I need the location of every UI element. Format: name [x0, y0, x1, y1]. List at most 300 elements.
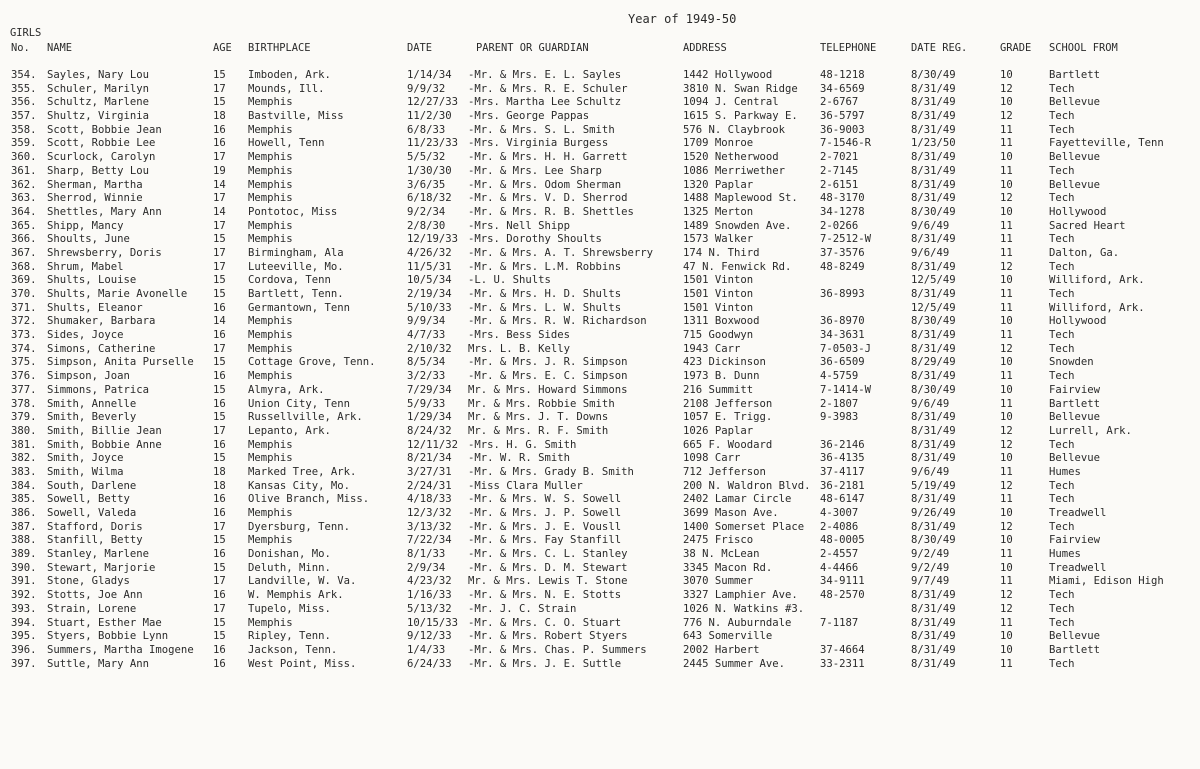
header-grade: GRADE: [1000, 42, 1032, 54]
cell-no: 373.: [11, 329, 37, 342]
cell-date-reg: 8/31/49: [911, 178, 956, 191]
cell-date-reg: 8/31/49: [911, 630, 956, 643]
cell-address: 3070 Summer: [683, 575, 754, 588]
cell-name: Shettles, Mary Ann: [47, 205, 162, 218]
table-row: [0, 630, 1200, 644]
cell-name: Shipp, Mancy: [47, 219, 124, 232]
cell-birthplace: Memphis: [248, 219, 293, 232]
cell-no: 387.: [11, 520, 37, 533]
cell-address: 1501 Vinton: [683, 301, 754, 314]
cell-date: 2/8/30: [407, 219, 446, 232]
cell-name: Scott, Bobbie Jean: [47, 123, 162, 136]
cell-age: 16: [213, 507, 226, 519]
cell-grade: 11: [1000, 657, 1013, 670]
cell-grade: 11: [1000, 575, 1013, 588]
cell-no: 365.: [11, 219, 37, 232]
cell-telephone: 36-6509: [820, 356, 865, 369]
cell-parent: -Mrs. Virginia Burgess: [468, 137, 609, 150]
cell-age: 15: [213, 356, 226, 369]
cell-name: Summers, Martha Imogene: [47, 643, 194, 656]
cell-grade: 10: [1000, 452, 1013, 465]
cell-address: 2402 Lamar Circle: [683, 493, 792, 506]
cell-parent: -Mr. & Mrs. C. O. Stuart: [468, 616, 622, 629]
cell-grade: 10: [1000, 507, 1013, 519]
cell-name: Smith, Bobbie Anne: [47, 438, 162, 451]
cell-date-reg: 8/31/49: [911, 82, 956, 95]
header-date: DATE: [407, 42, 433, 54]
cell-date-reg: 9/6/49: [911, 219, 950, 232]
cell-school-from: Tech: [1049, 370, 1075, 383]
cell-name: Shrum, Mabel: [47, 260, 124, 273]
cell-grade: 11: [1000, 397, 1013, 410]
cell-birthplace: Memphis: [248, 96, 293, 109]
cell-parent: -Mr. & Mrs. J. E. Suttle: [468, 657, 622, 670]
cell-telephone: 34-1278: [820, 205, 865, 218]
cell-no: 384.: [11, 479, 37, 492]
cell-school-from: Fairview: [1049, 534, 1101, 547]
cell-parent: -Miss Clara Muller: [468, 479, 583, 492]
cell-grade: 12: [1000, 192, 1013, 205]
cell-parent: -Mr. & Mrs. Odom Sherman: [468, 178, 622, 191]
cell-age: 18: [213, 110, 226, 123]
cell-date-reg: 8/31/49: [911, 452, 956, 465]
cell-address: 1520 Netherwood: [683, 151, 779, 164]
cell-parent: Mr. & Mrs. R. F. Smith: [468, 424, 609, 437]
cell-date: 11/2/30: [407, 110, 452, 123]
cell-address: 2445 Summer Ave.: [683, 657, 786, 670]
header-address: ADDRESS: [683, 42, 727, 54]
table-row: [0, 302, 1200, 316]
cell-parent: -Mrs. Dorothy Shoults: [468, 233, 602, 246]
cell-date: 6/18/32: [407, 192, 452, 205]
cell-address: 1501 Vinton: [683, 274, 754, 287]
cell-address: 1489 Snowden Ave.: [683, 219, 792, 232]
cell-date: 10/15/33: [407, 616, 459, 629]
cell-no: 359.: [11, 137, 37, 150]
cell-telephone: 2-4557: [820, 548, 859, 561]
cell-birthplace: Almyra, Ark.: [248, 383, 325, 396]
cell-date-reg: 8/31/49: [911, 424, 956, 437]
cell-school-from: Tech: [1049, 260, 1075, 273]
cell-age: 16: [213, 370, 226, 383]
cell-date-reg: 1/23/50: [911, 137, 956, 150]
cell-name: Stuart, Esther Mae: [47, 616, 162, 629]
cell-parent: -Mr. & Mrs. E. C. Simpson: [468, 370, 628, 383]
cell-school-from: Williford, Ark.: [1049, 301, 1145, 314]
cell-birthplace: Memphis: [248, 507, 293, 519]
cell-date: 4/7/33: [407, 329, 446, 342]
cell-no: 362.: [11, 178, 37, 191]
cell-grade: 12: [1000, 342, 1013, 355]
cell-date-reg: 9/26/49: [911, 507, 956, 519]
cell-birthplace: Memphis: [248, 233, 293, 246]
cell-date: 8/5/34: [407, 356, 446, 369]
cell-age: 17: [213, 520, 226, 533]
cell-no: 392.: [11, 589, 37, 602]
cell-no: 386.: [11, 507, 37, 519]
cell-birthplace: Deluth, Minn.: [248, 561, 331, 574]
header-school-from: SCHOOL FROM: [1049, 42, 1118, 54]
cell-school-from: Sacred Heart: [1049, 219, 1126, 232]
cell-address: 2108 Jefferson: [683, 397, 773, 410]
table-row: [0, 343, 1200, 357]
cell-no: 388.: [11, 534, 37, 547]
cell-birthplace: Dyersburg, Tenn.: [248, 520, 351, 533]
cell-no: 360.: [11, 151, 37, 164]
cell-date-reg: 9/6/49: [911, 465, 950, 478]
cell-age: 16: [213, 123, 226, 136]
table-row: [0, 589, 1200, 603]
cell-grade: 12: [1000, 438, 1013, 451]
cell-name: Shumaker, Barbara: [47, 315, 156, 328]
cell-telephone: 48-2570: [820, 589, 865, 602]
table-row: [0, 534, 1200, 548]
cell-date-reg: 8/30/49: [911, 534, 956, 547]
cell-no: 367.: [11, 246, 37, 259]
cell-grade: 12: [1000, 110, 1013, 123]
cell-telephone: 48-0005: [820, 534, 865, 547]
cell-date-reg: 5/19/49: [911, 479, 956, 492]
cell-age: 16: [213, 589, 226, 602]
cell-address: 38 N. McLean: [683, 548, 760, 561]
cell-telephone: 34-6569: [820, 82, 865, 95]
cell-birthplace: Memphis: [248, 329, 293, 342]
cell-birthplace: Howell, Tenn: [248, 137, 325, 150]
cell-telephone: 48-8249: [820, 260, 865, 273]
cell-no: 397.: [11, 657, 37, 670]
cell-grade: 10: [1000, 96, 1013, 109]
cell-address: 1325 Merton: [683, 205, 754, 218]
cell-birthplace: Jackson, Tenn.: [248, 643, 338, 656]
cell-age: 15: [213, 561, 226, 574]
header-age: AGE: [213, 42, 232, 54]
cell-name: Stanley, Marlene: [47, 548, 150, 561]
cell-school-from: Williford, Ark.: [1049, 274, 1145, 287]
cell-grade: 11: [1000, 370, 1013, 383]
cell-grade: 10: [1000, 561, 1013, 574]
cell-grade: 12: [1000, 260, 1013, 273]
cell-grade: 11: [1000, 616, 1013, 629]
cell-address: 715 Goodwyn: [683, 329, 754, 342]
cell-address: 200 N. Waldron Blvd.: [683, 479, 811, 492]
cell-age: 15: [213, 411, 226, 424]
cell-grade: 10: [1000, 411, 1013, 424]
cell-age: 16: [213, 301, 226, 314]
cell-telephone: 36-5797: [820, 110, 865, 123]
cell-date-reg: 8/31/49: [911, 493, 956, 506]
cell-school-from: Bellevue: [1049, 411, 1101, 424]
cell-school-from: Tech: [1049, 164, 1075, 177]
cell-date-reg: 8/30/49: [911, 315, 956, 328]
cell-date: 4/18/33: [407, 493, 452, 506]
cell-name: Simmons, Patrica: [47, 383, 150, 396]
cell-birthplace: Luteeville, Mo.: [248, 260, 344, 273]
table-row: [0, 480, 1200, 494]
cell-school-from: Tech: [1049, 493, 1075, 506]
cell-date: 9/2/34: [407, 205, 446, 218]
table-row: [0, 425, 1200, 439]
cell-parent: -Mr. & Mrs. J. R. Simpson: [468, 356, 628, 369]
cell-no: 356.: [11, 96, 37, 109]
cell-school-from: Tech: [1049, 520, 1075, 533]
cell-date-reg: 8/31/49: [911, 329, 956, 342]
cell-address: 1098 Carr: [683, 452, 741, 465]
cell-no: 395.: [11, 630, 37, 643]
cell-telephone: 48-3170: [820, 192, 865, 205]
cell-no: 354.: [11, 69, 37, 81]
cell-no: 389.: [11, 548, 37, 561]
cell-birthplace: Pontotoc, Miss: [248, 205, 338, 218]
cell-telephone: 36-8970: [820, 315, 865, 328]
cell-parent: -Mr. & Mrs. S. L. Smith: [468, 123, 615, 136]
cell-age: 16: [213, 329, 226, 342]
cell-name: Stanfill, Betty: [47, 534, 143, 547]
table-row: [0, 521, 1200, 535]
cell-date-reg: 8/31/49: [911, 370, 956, 383]
cell-date: 7/29/34: [407, 383, 452, 396]
cell-date: 10/5/34: [407, 274, 452, 287]
cell-date-reg: 8/31/49: [911, 589, 956, 602]
cell-age: 16: [213, 643, 226, 656]
cell-name: Simons, Catherine: [47, 342, 156, 355]
cell-birthplace: Memphis: [248, 151, 293, 164]
cell-address: 1311 Boxwood: [683, 315, 760, 328]
table-row: [0, 439, 1200, 453]
cell-telephone: 37-4664: [820, 643, 865, 656]
cell-grade: 11: [1000, 233, 1013, 246]
cell-no: 368.: [11, 260, 37, 273]
table-row: [0, 233, 1200, 247]
cell-grade: 12: [1000, 589, 1013, 602]
cell-date: 11/23/33: [407, 137, 459, 150]
cell-date-reg: 8/29/49: [911, 356, 956, 369]
cell-grade: 11: [1000, 164, 1013, 177]
cell-date: 4/26/32: [407, 246, 452, 259]
table-row: [0, 179, 1200, 193]
cell-age: 17: [213, 602, 226, 615]
cell-telephone: 36-9003: [820, 123, 865, 136]
cell-grade: 11: [1000, 288, 1013, 300]
cell-parent: -Mr. & Mrs. A. T. Shrewsberry: [468, 246, 653, 259]
header-date-reg: DATE REG.: [911, 42, 968, 54]
cell-no: 381.: [11, 438, 37, 451]
cell-telephone: 36-8993: [820, 288, 865, 300]
cell-no: 382.: [11, 452, 37, 465]
table-row: [0, 110, 1200, 124]
cell-telephone: 48-6147: [820, 493, 865, 506]
cell-birthplace: Bastville, Miss: [248, 110, 344, 123]
cell-address: 47 N. Fenwick Rd.: [683, 260, 792, 273]
cell-grade: 11: [1000, 123, 1013, 136]
cell-parent: -Mr. & Mrs. J. P. Sowell: [468, 507, 622, 519]
cell-telephone: 4-3007: [820, 507, 859, 519]
cell-address: 1709 Monroe: [683, 137, 754, 150]
cell-age: 17: [213, 82, 226, 95]
cell-no: 385.: [11, 493, 37, 506]
student-table: [0, 69, 1200, 671]
cell-name: Schuler, Marilyn: [47, 82, 150, 95]
cell-date-reg: 8/31/49: [911, 110, 956, 123]
cell-age: 15: [213, 534, 226, 547]
cell-school-from: Humes: [1049, 548, 1081, 561]
cell-parent: -Mr. & Mrs. L.M. Robbins: [468, 260, 622, 273]
table-row: [0, 617, 1200, 631]
cell-no: 371.: [11, 301, 37, 314]
cell-grade: 11: [1000, 301, 1013, 314]
cell-name: Shultz, Virginia: [47, 110, 150, 123]
cell-name: Styers, Bobbie Lynn: [47, 630, 169, 643]
cell-address: 1488 Maplewood St.: [683, 192, 798, 205]
cell-no: 361.: [11, 164, 37, 177]
cell-grade: 11: [1000, 465, 1013, 478]
cell-telephone: 2-4086: [820, 520, 859, 533]
cell-birthplace: Marked Tree, Ark.: [248, 465, 357, 478]
cell-parent: Mr. & Mrs. Howard Simmons: [468, 383, 628, 396]
cell-parent: -Mr. & Mrs. Grady B. Smith: [468, 465, 634, 478]
cell-parent: -Mr. & Mrs. E. L. Sayles: [468, 69, 622, 81]
cell-no: 357.: [11, 110, 37, 123]
cell-school-from: Tech: [1049, 342, 1075, 355]
cell-age: 16: [213, 137, 226, 150]
table-row: [0, 165, 1200, 179]
cell-date-reg: 8/31/49: [911, 438, 956, 451]
cell-date: 6/8/33: [407, 123, 446, 136]
cell-parent: -Mr. & Mrs. C. L. Stanley: [468, 548, 628, 561]
cell-date-reg: 8/31/49: [911, 411, 956, 424]
cell-telephone: 33-2311: [820, 657, 865, 670]
cell-parent: Mr. & Mrs. Robbie Smith: [468, 397, 615, 410]
cell-address: 3810 N. Swan Ridge: [683, 82, 798, 95]
cell-date: 8/1/33: [407, 548, 446, 561]
cell-age: 15: [213, 69, 226, 81]
cell-parent: -Mr. & Mrs. Chas. P. Summers: [468, 643, 647, 656]
cell-address: 3327 Lamphier Ave.: [683, 589, 798, 602]
cell-telephone: 2-6767: [820, 96, 859, 109]
cell-parent: -Mr. & Mrs. Lee Sharp: [468, 164, 602, 177]
cell-parent: -Mrs. H. G. Smith: [468, 438, 577, 451]
cell-age: 14: [213, 178, 226, 191]
cell-parent: -Mr. & Mrs. J. E. Vousll: [468, 520, 622, 533]
header-name: NAME: [47, 42, 73, 54]
cell-date: 1/29/34: [407, 411, 452, 424]
cell-age: 14: [213, 315, 226, 328]
cell-telephone: 2-6151: [820, 178, 859, 191]
cell-age: 17: [213, 575, 226, 588]
cell-parent: Mrs. L. B. Kelly: [468, 342, 571, 355]
cell-name: South, Darlene: [47, 479, 137, 492]
cell-address: 1026 Paplar: [683, 424, 754, 437]
cell-date-reg: 9/2/49: [911, 548, 950, 561]
cell-date: 12/11/32: [407, 438, 459, 451]
cell-no: 390.: [11, 561, 37, 574]
cell-name: Scott, Robbie Lee: [47, 137, 156, 150]
cell-date: 8/21/34: [407, 452, 452, 465]
table-row: [0, 69, 1200, 83]
cell-name: Sharp, Betty Lou: [47, 164, 150, 177]
cell-birthplace: Memphis: [248, 342, 293, 355]
cell-date-reg: 9/2/49: [911, 561, 950, 574]
cell-telephone: 2-0266: [820, 219, 859, 232]
cell-no: 383.: [11, 465, 37, 478]
table-row: [0, 274, 1200, 288]
cell-name: Stafford, Doris: [47, 520, 143, 533]
cell-grade: 12: [1000, 602, 1013, 615]
cell-age: 17: [213, 342, 226, 355]
cell-birthplace: Memphis: [248, 315, 293, 328]
cell-address: 3345 Macon Rd.: [683, 561, 773, 574]
header-parent: PARENT OR GUARDIAN: [476, 42, 589, 54]
cell-grade: 10: [1000, 383, 1013, 396]
cell-age: 17: [213, 424, 226, 437]
table-row: [0, 562, 1200, 576]
table-row: [0, 658, 1200, 672]
cell-birthplace: Olive Branch, Miss.: [248, 493, 370, 506]
cell-address: 174 N. Third: [683, 246, 760, 259]
cell-no: 355.: [11, 82, 37, 95]
cell-grade: 11: [1000, 219, 1013, 232]
cell-date: 12/3/32: [407, 507, 452, 519]
cell-date: 1/4/33: [407, 643, 446, 656]
cell-school-from: Dalton, Ga.: [1049, 246, 1120, 259]
cell-address: 712 Jefferson: [683, 465, 766, 478]
cell-school-from: Snowden: [1049, 356, 1094, 369]
cell-birthplace: West Point, Miss.: [248, 657, 357, 670]
table-row: [0, 192, 1200, 206]
cell-age: 17: [213, 192, 226, 205]
cell-name: Sides, Joyce: [47, 329, 124, 342]
cell-age: 15: [213, 274, 226, 287]
cell-grade: 10: [1000, 315, 1013, 328]
cell-birthplace: Landville, W. Va.: [248, 575, 357, 588]
table-row: [0, 370, 1200, 384]
cell-birthplace: Union City, Tenn: [248, 397, 351, 410]
cell-birthplace: Memphis: [248, 452, 293, 465]
cell-school-from: Bartlett: [1049, 397, 1101, 410]
cell-parent: -Mrs. Martha Lee Schultz: [468, 96, 622, 109]
cell-date: 6/24/33: [407, 657, 452, 670]
cell-grade: 12: [1000, 424, 1013, 437]
cell-school-from: Tech: [1049, 657, 1075, 670]
cell-date: 9/9/32: [407, 82, 446, 95]
cell-parent: -Mr. & Mrs. R. W. Richardson: [468, 315, 647, 328]
cell-no: 396.: [11, 643, 37, 656]
cell-name: Strain, Lorene: [47, 602, 137, 615]
cell-name: Shults, Marie Avonelle: [47, 288, 188, 300]
cell-telephone: 36-2181: [820, 479, 865, 492]
cell-age: 15: [213, 96, 226, 109]
cell-age: 19: [213, 164, 226, 177]
cell-date: 9/9/34: [407, 315, 446, 328]
table-row: [0, 411, 1200, 425]
table-row: [0, 261, 1200, 275]
cell-school-from: Bartlett: [1049, 69, 1101, 81]
cell-date: 11/5/31: [407, 260, 452, 273]
cell-age: 16: [213, 548, 226, 561]
cell-school-from: Fayetteville, Tenn: [1049, 137, 1164, 150]
cell-telephone: 7-0503-J: [820, 342, 872, 355]
cell-school-from: Tech: [1049, 192, 1075, 205]
cell-name: Smith, Beverly: [47, 411, 137, 424]
cell-grade: 11: [1000, 246, 1013, 259]
table-row: [0, 315, 1200, 329]
cell-school-from: Miami, Edison High: [1049, 575, 1164, 588]
cell-no: 376.: [11, 370, 37, 383]
cell-date-reg: 8/31/49: [911, 288, 956, 300]
cell-parent: -Mr. W. R. Smith: [468, 452, 571, 465]
cell-birthplace: Bartlett, Tenn.: [248, 288, 344, 300]
cell-date-reg: 12/5/49: [911, 301, 956, 314]
cell-date-reg: 9/6/49: [911, 397, 950, 410]
